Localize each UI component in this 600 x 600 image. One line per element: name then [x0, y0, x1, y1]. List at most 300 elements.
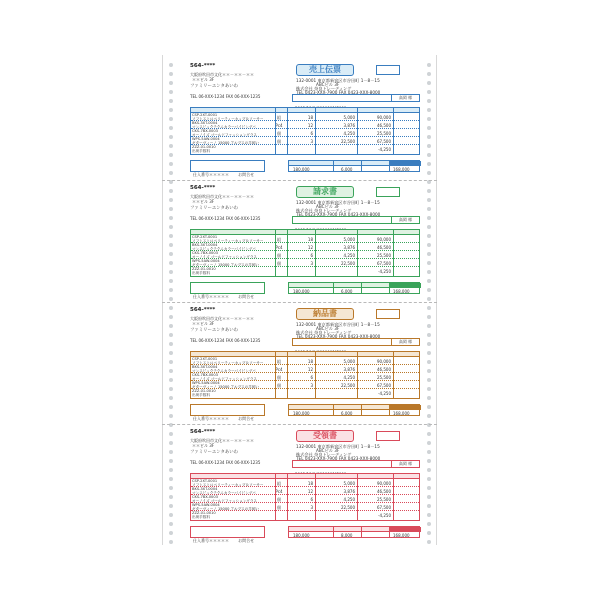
recipient-address: 大阪府吹田市文化＊＊－＊＊－＊＊	[190, 194, 254, 199]
subtotal: 180,000	[293, 167, 310, 172]
feed-hole	[169, 63, 173, 67]
extra-code: ZZZ-01-0010	[192, 145, 216, 149]
subtotal: 180,000	[293, 289, 310, 294]
item-code: BKS-3XT-0004	[192, 243, 218, 247]
item-name: オーノイズ ゴールドファッショングラス	[192, 132, 257, 137]
form-stamp-box	[376, 309, 400, 319]
feed-hole	[427, 72, 431, 76]
slip-date-line	[292, 216, 420, 224]
extra-name: 出荷手数料	[192, 149, 210, 153]
feed-hole	[169, 144, 173, 148]
totals-box	[288, 160, 420, 172]
feed-hole	[169, 306, 173, 310]
sender-building: ABCビル 3F	[316, 204, 340, 209]
recipient-building: ＊＊ビル 3F	[192, 443, 215, 448]
item-price: 3,876	[343, 367, 355, 372]
extra-amount: -4,250	[378, 147, 391, 152]
recipient-name: ファミリーエンタあいわ	[190, 84, 239, 89]
extra-name: 出荷手数料	[192, 393, 210, 397]
item-unit: Pc4	[275, 123, 283, 128]
recipient-name: ファミリーエンタあいわ	[190, 450, 239, 455]
grand-total-header	[389, 527, 421, 532]
subtotal: 180,000	[293, 533, 310, 538]
feed-hole	[169, 315, 173, 319]
feed-hole	[427, 189, 431, 193]
feed-hole	[427, 153, 431, 157]
item-code: CKS-7BX-0003	[192, 495, 218, 499]
item-qty: 18	[307, 237, 313, 242]
feed-hole	[169, 72, 173, 76]
feed-hole	[169, 459, 173, 463]
feed-hole	[169, 297, 173, 301]
item-price: 22,500	[341, 505, 355, 510]
table-row	[191, 358, 419, 365]
item-code: CKS-7BX-0003	[192, 373, 218, 377]
feed-hole	[169, 153, 173, 157]
subtotal: 180,000	[293, 411, 310, 416]
extra-name: 出荷手数料	[192, 271, 210, 275]
feed-hole	[169, 261, 173, 265]
sender-building: ABCビル 3F	[316, 82, 340, 87]
feed-hole	[427, 297, 431, 301]
contact-label: お問合せ	[238, 294, 255, 299]
grand-total: 168,000	[393, 167, 410, 172]
item-name: ギターヴィーノ 15000 アルプスの羊飼い	[192, 140, 260, 145]
feed-hole	[169, 198, 173, 202]
item-unit: 個	[277, 375, 281, 380]
item-qty: 18	[307, 359, 313, 364]
table-row	[191, 504, 419, 511]
feed-hole	[427, 171, 431, 175]
item-name: オーノイズ ゴールドファッショングラス	[192, 254, 257, 259]
item-price: 22,500	[341, 383, 355, 388]
extra-code: ZZZ-01-0010	[192, 511, 216, 515]
totals-box	[288, 404, 420, 416]
form-stamp-box	[376, 65, 400, 75]
table-header	[191, 474, 419, 479]
grand-total-header	[389, 405, 421, 410]
recipient-tel-fax: TEL 06-XXX-1234 FAX 06-XXX-1235	[190, 338, 261, 343]
item-qty: 18	[307, 481, 313, 486]
feed-hole	[427, 261, 431, 265]
table-row	[191, 244, 419, 251]
feed-hole	[169, 504, 173, 508]
feed-hole	[427, 108, 431, 112]
item-code: BKS-3XT-0004	[192, 365, 218, 369]
feed-hole	[427, 99, 431, 103]
item-code: CSP-2XT-0001	[192, 235, 218, 239]
recipient-building: ＊＊ビル 3F	[192, 77, 215, 82]
item-code: BKS-3XT-0004	[192, 121, 218, 125]
items-table	[190, 473, 420, 521]
slip-date-line	[292, 338, 420, 346]
item-qty: 6	[310, 253, 313, 258]
feed-hole	[427, 477, 431, 481]
feed-hole	[169, 171, 173, 175]
grand-total: 168,000	[393, 533, 410, 538]
feed-hole	[427, 378, 431, 382]
item-amount: 90,000	[377, 237, 391, 242]
item-unit: 個	[277, 383, 281, 388]
footer-notes	[190, 160, 265, 177]
item-amount: 67,500	[377, 261, 391, 266]
feed-hole	[427, 234, 431, 238]
feed-hole	[427, 279, 431, 283]
extra-code: ZZZ-01-0010	[192, 267, 216, 271]
grand-total-header	[389, 283, 421, 288]
feed-hole	[169, 108, 173, 112]
contact-label: お問合せ	[238, 538, 255, 543]
feed-hole	[427, 90, 431, 94]
item-amount: 25,500	[377, 497, 391, 502]
sender-address: 132-0001 東京都新宿区市谷田町 1－8－15	[296, 200, 380, 205]
feed-hole	[169, 378, 173, 382]
item-amount: 67,500	[377, 139, 391, 144]
recipient-tel-fax: TEL 06-XXX-1234 FAX 06-XXX-1235	[190, 460, 261, 465]
feed-hole	[169, 99, 173, 103]
table-header	[191, 108, 419, 113]
feed-hole	[169, 432, 173, 436]
feed-hole	[427, 144, 431, 148]
feed-hole	[169, 225, 173, 229]
feed-hole	[169, 414, 173, 418]
item-unit: 組	[277, 481, 281, 486]
form-title: 請求書	[296, 186, 354, 198]
feed-hole	[427, 486, 431, 490]
grand-total: 168,000	[393, 289, 410, 294]
voucher-form	[178, 304, 423, 422]
feed-hole	[427, 369, 431, 373]
item-unit: 組	[277, 115, 281, 120]
item-name: オーノイズ ゴールドファッショングラス	[192, 376, 257, 381]
table-row	[191, 366, 419, 373]
item-amount: 90,000	[377, 115, 391, 120]
item-unit: 個	[277, 139, 281, 144]
item-code: BKS-3XT-0004	[192, 487, 218, 491]
feed-hole	[169, 405, 173, 409]
sender-tel: TEL 0423-XXX-7900 FAX 0423-XXX-8000	[296, 334, 381, 339]
feed-hole	[427, 252, 431, 256]
feed-hole	[427, 495, 431, 499]
feed-hole	[169, 288, 173, 292]
sender-tel: TEL 0423-XXX-7900 FAX 0423-XXX-8000	[296, 456, 381, 461]
feed-hole	[169, 495, 173, 499]
item-qty: 3	[310, 505, 313, 510]
feed-hole	[169, 513, 173, 517]
footer-notes	[190, 404, 265, 421]
grand-total-header	[389, 161, 421, 166]
form-title: 納品書	[296, 308, 354, 320]
form-stamp-box	[376, 431, 400, 441]
item-price: 3,876	[343, 245, 355, 250]
contact-label: お問合せ	[238, 172, 255, 177]
voucher-form	[178, 182, 423, 300]
item-amount: 46,500	[377, 367, 391, 372]
feed-hole	[427, 216, 431, 220]
item-unit: 個	[277, 131, 281, 136]
items-table	[190, 351, 420, 399]
slip-date-line	[292, 460, 420, 468]
item-unit: Pc4	[275, 489, 283, 494]
item-amount: 46,500	[377, 245, 391, 250]
feed-hole	[169, 468, 173, 472]
item-name: ソフトストロベリーティーカップ＆ソーサー	[192, 482, 264, 487]
tax: 8,000	[341, 533, 353, 538]
feed-hole	[169, 342, 173, 346]
feed-hole	[427, 468, 431, 472]
feed-hole	[427, 522, 431, 526]
item-amount: 90,000	[377, 359, 391, 364]
feed-hole	[427, 63, 431, 67]
item-price: 3,876	[343, 123, 355, 128]
totals-box	[288, 282, 420, 294]
feed-hole	[169, 369, 173, 373]
feed-hole	[169, 189, 173, 193]
item-unit: 個	[277, 505, 281, 510]
feed-hole	[427, 342, 431, 346]
feed-hole	[427, 414, 431, 418]
feed-hole	[427, 333, 431, 337]
feed-hole	[427, 306, 431, 310]
item-qty: 12	[307, 489, 313, 494]
item-unit: 組	[277, 359, 281, 364]
feed-hole	[427, 387, 431, 391]
extra-code: ZZZ-01-0010	[192, 389, 216, 393]
feed-hole	[169, 126, 173, 130]
representative: 高岡 様	[391, 95, 419, 101]
item-unit: 組	[277, 237, 281, 242]
voucher-form	[178, 426, 423, 544]
sender-company: 株式会社 奈良トレーディング	[296, 452, 352, 457]
item-amount: 46,500	[377, 489, 391, 494]
item-name: オーノイズ ゴールドファッショングラス	[192, 498, 257, 503]
feed-hole	[427, 441, 431, 445]
feed-hole	[169, 441, 173, 445]
item-amount: 25,500	[377, 253, 391, 258]
item-qty: 6	[310, 131, 313, 136]
feed-hole	[169, 351, 173, 355]
feed-hole	[169, 234, 173, 238]
representative: 高岡 様	[391, 217, 419, 223]
feed-hole	[169, 522, 173, 526]
item-amount: 67,500	[377, 383, 391, 388]
table-row	[191, 488, 419, 495]
sender-address: 132-0001 東京都新宿区市谷田町 1－8－15	[296, 78, 380, 83]
order-number-label: 仕入番号＊＊＊＊＊	[193, 172, 229, 177]
recipient-building: ＊＊ビル 3F	[192, 199, 215, 204]
table-row	[191, 130, 419, 137]
perforation-line	[162, 302, 437, 303]
sender-tel: TEL 0423-XXX-7900 FAX 0423-XXX-8000	[296, 212, 381, 217]
feed-hole	[169, 360, 173, 364]
item-name: マンスピックテクニカラーパイピングバ	[192, 124, 256, 129]
item-qty: 6	[310, 497, 313, 502]
item-code: CKS-7BX-0003	[192, 251, 218, 255]
feed-hole	[169, 450, 173, 454]
item-price: 5,000	[343, 237, 355, 242]
item-price: 22,500	[341, 139, 355, 144]
item-name: マンスピックテクニカラーパイピングバ	[192, 368, 256, 373]
item-price: 3,876	[343, 489, 355, 494]
feed-hole	[427, 270, 431, 274]
item-code: CSP-2XT-0001	[192, 113, 218, 117]
representative: 高岡 様	[391, 461, 419, 467]
feed-hole	[169, 333, 173, 337]
form-title: 受領書	[296, 430, 354, 442]
feed-hole	[427, 432, 431, 436]
feed-hole	[169, 270, 173, 274]
perforation-line	[162, 180, 437, 181]
extra-name: 出荷手数料	[192, 515, 210, 519]
table-header	[191, 352, 419, 357]
feed-hole	[169, 207, 173, 211]
recipient-name: ファミリーエンタあいわ	[190, 328, 239, 333]
item-qty: 3	[310, 383, 313, 388]
table-row	[191, 260, 419, 267]
recipient-address: 大阪府吹田市文化＊＊－＊＊－＊＊	[190, 316, 254, 321]
postal-code: 564-****	[190, 63, 216, 69]
feed-hole	[427, 504, 431, 508]
sender-building: ABCビル 3F	[316, 448, 340, 453]
order-number-label: 仕入番号＊＊＊＊＊	[193, 416, 229, 421]
feed-hole	[427, 225, 431, 229]
item-unit: Pc4	[275, 245, 283, 250]
feed-hole	[427, 135, 431, 139]
item-code: WPS-5AW-0004	[192, 503, 220, 507]
feed-hole	[427, 531, 431, 535]
item-code: WPS-5AW-0004	[192, 259, 220, 263]
feed-hole	[169, 486, 173, 490]
item-name: マンスピックテクニカラーパイピングバ	[192, 246, 256, 251]
voucher-form	[178, 60, 423, 178]
item-price: 4,250	[343, 131, 355, 136]
table-row	[191, 122, 419, 129]
feed-hole	[427, 459, 431, 463]
item-qty: 6	[310, 375, 313, 380]
item-name: ギターヴィーノ 15000 アルプスの羊飼い	[192, 384, 260, 389]
feed-hole	[169, 396, 173, 400]
feed-hole	[169, 540, 173, 544]
recipient-address: 大阪府吹田市文化＊＊－＊＊－＊＊	[190, 72, 254, 77]
table-header	[191, 230, 419, 235]
sender-address: 132-0001 東京都新宿区市谷田町 1－8－15	[296, 444, 380, 449]
order-number-label: 仕入番号＊＊＊＊＊	[193, 538, 229, 543]
extra-amount: -4,250	[378, 513, 391, 518]
item-price: 4,250	[343, 253, 355, 258]
item-name: ソフトストロベリーティーカップ＆ソーサー	[192, 238, 264, 243]
item-code: CSP-2XT-0001	[192, 357, 218, 361]
extra-amount: -4,250	[378, 391, 391, 396]
item-name: ソフトストロベリーティーカップ＆ソーサー	[192, 360, 264, 365]
extra-amount: -4,250	[378, 269, 391, 274]
item-qty: 12	[307, 367, 313, 372]
table-row	[191, 382, 419, 389]
item-amount: 90,000	[377, 481, 391, 486]
recipient-building: ＊＊ビル 3F	[192, 321, 215, 326]
item-qty: 3	[310, 261, 313, 266]
feed-hole	[427, 324, 431, 328]
item-price: 5,000	[343, 359, 355, 364]
totals-box	[288, 526, 420, 538]
item-name: ソフトストロベリーティーカップ＆ソーサー	[192, 116, 264, 121]
sender-company: 株式会社 奈良トレーディング	[296, 330, 352, 335]
perforation-line	[162, 424, 437, 425]
item-price: 5,000	[343, 115, 355, 120]
item-code: CKS-7BX-0003	[192, 129, 218, 133]
item-price: 4,250	[343, 497, 355, 502]
item-code: CSP-2XT-0001	[192, 479, 218, 483]
table-row	[191, 480, 419, 487]
feed-hole	[427, 315, 431, 319]
table-row	[191, 252, 419, 259]
feed-hole	[169, 90, 173, 94]
item-name: ギターヴィーノ 15000 アルプスの羊飼い	[192, 506, 260, 511]
item-qty: 12	[307, 245, 313, 250]
table-row	[191, 114, 419, 121]
table-row	[191, 138, 419, 145]
feed-hole	[169, 81, 173, 85]
postal-code: 564-****	[190, 429, 216, 435]
items-table	[190, 229, 420, 277]
item-unit: 個	[277, 497, 281, 502]
tractor-feed-strip-right	[424, 55, 434, 545]
tax: 6,000	[341, 289, 353, 294]
feed-hole	[427, 117, 431, 121]
recipient-tel-fax: TEL 06-XXX-1234 FAX 06-XXX-1235	[190, 94, 261, 99]
item-price: 22,500	[341, 261, 355, 266]
feed-hole	[427, 396, 431, 400]
footer-notes	[190, 282, 265, 299]
form-stamp-box	[376, 187, 400, 197]
item-price: 5,000	[343, 481, 355, 486]
item-unit: 個	[277, 261, 281, 266]
tax: 6,000	[341, 167, 353, 172]
item-unit: 個	[277, 253, 281, 258]
items-table	[190, 107, 420, 155]
representative: 高岡 様	[391, 339, 419, 345]
feed-hole	[169, 243, 173, 247]
contact-label: お問合せ	[238, 416, 255, 421]
item-amount: 25,500	[377, 375, 391, 380]
item-amount: 46,500	[377, 123, 391, 128]
feed-hole	[169, 216, 173, 220]
feed-hole	[169, 135, 173, 139]
item-qty: 12	[307, 123, 313, 128]
recipient-name: ファミリーエンタあいわ	[190, 206, 239, 211]
item-amount: 67,500	[377, 505, 391, 510]
sender-tel: TEL 0423-XXX-7900 FAX 0423-XXX-8000	[296, 90, 381, 95]
recipient-address: 大阪府吹田市文化＊＊－＊＊－＊＊	[190, 438, 254, 443]
feed-hole	[169, 477, 173, 481]
table-row	[191, 374, 419, 381]
order-number-label: 仕入番号＊＊＊＊＊	[193, 294, 229, 299]
tax: 6,000	[341, 411, 353, 416]
feed-hole	[427, 162, 431, 166]
feed-hole	[427, 351, 431, 355]
sender-address: 132-0001 東京都新宿区市谷田町 1－8－15	[296, 322, 380, 327]
sender-company: 株式会社 奈良トレーディング	[296, 86, 352, 91]
item-code: WPS-5AW-0004	[192, 137, 220, 141]
tractor-feed-strip-left	[166, 55, 176, 545]
postal-code: 564-****	[190, 307, 216, 313]
feed-hole	[427, 198, 431, 202]
item-amount: 25,500	[377, 131, 391, 136]
postal-code: 564-****	[190, 185, 216, 191]
table-row	[191, 236, 419, 243]
feed-hole	[427, 243, 431, 247]
feed-hole	[427, 126, 431, 130]
feed-hole	[427, 405, 431, 409]
